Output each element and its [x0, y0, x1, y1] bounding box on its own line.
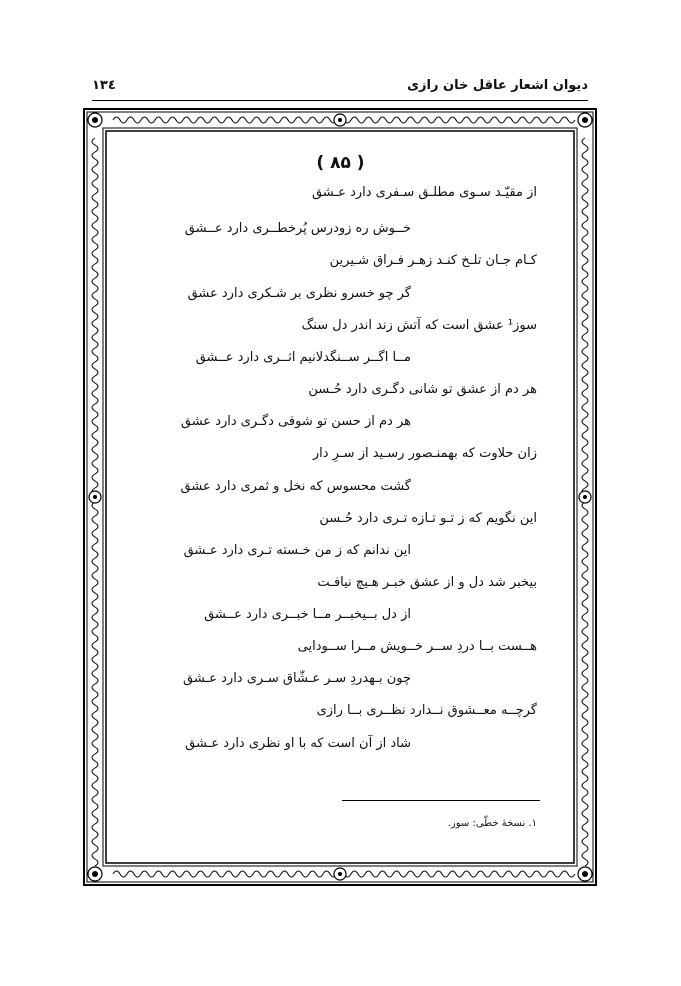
running-header: [92, 78, 588, 100]
footnote-rule: [342, 800, 540, 801]
page-number: ۱۳٤: [92, 78, 116, 93]
header-rule: [92, 100, 588, 101]
verse-line: هر دم از عشق تو شانی دگـری دارد حُـسن: [308, 382, 537, 397]
book-title: دیوان اشعار عاقل خان رازی: [407, 78, 588, 93]
verse-line: این ندانم که ز من خـسته تـری دارد عـشق: [183, 543, 411, 558]
verse-line: زان حلاوت که بهمنـصور رسـید از سـرِ دار: [312, 446, 537, 461]
verse-line: خــوش ره زودرس پُرخطــری دارد عــشق: [184, 221, 411, 236]
verse-line: مــا اگــر ســنگدلانیم اثــری دارد عــشق: [195, 350, 411, 365]
verse-line: چون بـهدردِ سـر عـشّاق سـری دارد عـشق: [182, 671, 411, 686]
verse-line: هر دم از حسن تو شوقی دگـری دارد عشق: [180, 414, 411, 429]
verse-line: بیخبر شد دل و از عشق خبـر هـیچ نیافـت: [317, 575, 537, 590]
poem-number: ( ۸۵ ): [316, 153, 365, 173]
verse-line: شاد از آن است که با او نظری دارد عـشق: [185, 736, 411, 751]
verse-line: از مقیّـد سـوی مطلـق سـفری دارد عـشق: [311, 185, 537, 200]
verse-line: این نگویم که ز تـو تـازه تـری دارد حُـسن: [319, 511, 537, 526]
verse-line: سوز¹ عشق است که آتش زند اندر دل سنگ: [301, 318, 537, 333]
verse-line: کـام جـان تلـخ کنـد زهـر فـراق شـیرین: [329, 253, 537, 268]
footnote: ۱. نسخهٔ خطّی: سور.: [447, 818, 537, 829]
verse-line: از دل بــیخبــر مــا خبــری دارد عــشق: [204, 607, 411, 622]
verse-line: گشت محسوس که نخل و ثمری دارد عشق: [180, 479, 411, 494]
verse-line: گر چو خسرو نظری بر شـکری دارد عشق: [187, 286, 411, 301]
verse-line: گرچــه معــشوق نــدارد نظــری بــا رازی: [316, 703, 537, 718]
verse-line: هــست بــا دردِ ســر خــویش مــرا ســودایی: [297, 639, 537, 654]
